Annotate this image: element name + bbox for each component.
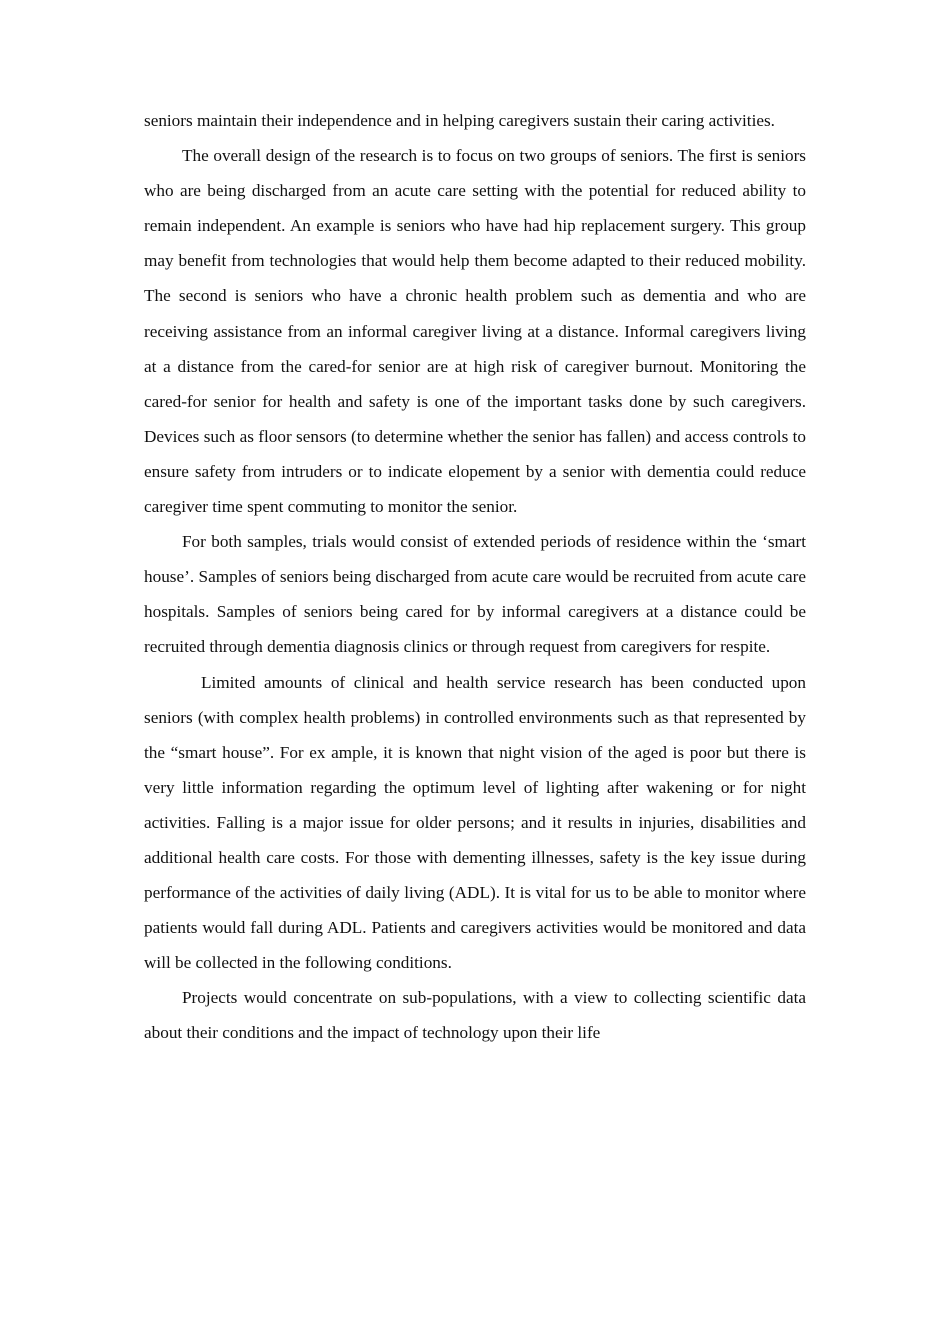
document-body	[144, 103, 806, 1051]
paragraph-samples: For both samples, trials would consist of extended periods of residence within the ‘smart house’. Samples of seniors being discharged from acute care would be recruited from acute care hospitals. Samples of seniors being cared for by informal caregivers at a distance could be recruited through dementia diagnosis clinics or through request from caregivers for respite.	[144, 532, 806, 657]
paragraph-clinical-research: Limited amounts of clinical and health service research has been conducted upon seniors (with complex health problems) in controlled environments such as that represented by the “smart house”. For ex ample, it is known that night vision of the aged is poor but there is very little information regarding the optimum level of lighting after wakening or for night activities. Falling is a major issue for older persons; and it results in injuries, disabilities and additional health care costs. For those with dementing illnesses, safety is the key issue during performance of the activities of daily living (ADL). It is vital for us to be able to monitor where patients would fall during ADL. Patients and caregivers activities would be monitored and data will be collected in the following conditions.	[144, 672, 806, 973]
paragraph-continuation: seniors maintain their independence and in helping caregivers sustain their caring activities.	[144, 111, 775, 130]
paragraph-projects: Projects would concentrate on sub-populations, with a view to collecting scientific data about their conditions and the impact of technology upon their life	[144, 988, 806, 1043]
paragraph-research-design: The overall design of the research is to focus on two groups of seniors. The first is seniors who are being discharged from an acute care setting with the potential for reduced ability to remain independent. An example is seniors who have had hip replacement surgery. This group may benefit from technologies that would help them become adapted to their reduced mobility. The second is seniors who have a chronic health problem such as dementia and who are receiving assistance from an informal caregiver living at a distance. Informal caregivers living at a distance from the cared-for senior are at high risk of caregiver burnout. Monitoring the cared-for senior for health and safety is one of the important tasks done by such caregivers. Devices such as floor sensors (to determine whether the senior has fallen) and access controls to ensure safety from intruders or to indicate elopement by a senior with dementia could reduce caregiver time spent commuting to monitor the senior.	[144, 146, 806, 517]
